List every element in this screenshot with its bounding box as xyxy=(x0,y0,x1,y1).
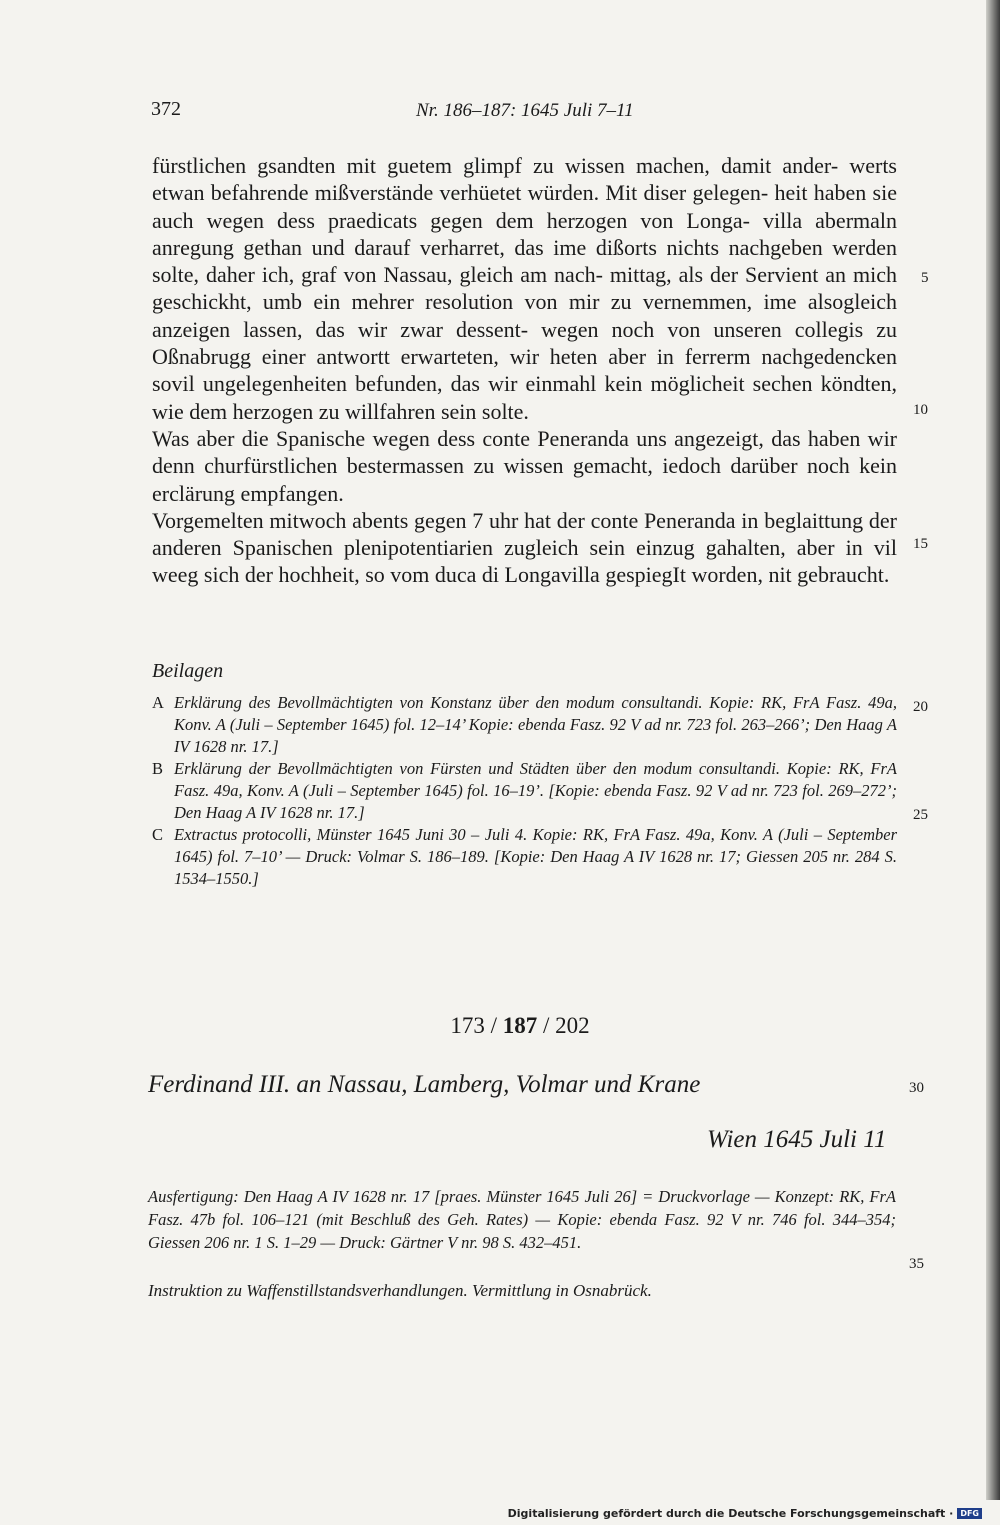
body-line: mir zu vernemmen, ime alsogleich anzeigen lassen, das wir zwar dessent- xyxy=(152,289,898,342)
running-title: Nr. 186–187: 1645 Juli 7–11 xyxy=(416,100,634,121)
footer-credit xyxy=(508,1507,982,1520)
beilage-letter: B xyxy=(152,759,164,778)
beilage-item xyxy=(152,758,897,824)
beilage-text: Extractus protocolli, Münster 1645 Juni 30 – Juli 4. Kopie: RK, FrA Fasz. 49a, Konv. A (Juli – September 1645) fol. 7–10’ — Druck: Volmar S. 186–189. [Kopie: Den Haag A IV 1628 nr. 17; Giessen 205 nr. 284 S. 1534–1550.] xyxy=(174,825,897,888)
line-number: 10 xyxy=(913,402,928,418)
beilage-text: Erklärung der Bevollmächtigten von Fürsten und Städten über den modum consultandi. Kopie: RK, FrA Fasz. 49a, Konv. A (Juli – September 1645) fol. 16–19’. [Kopie: ebenda Fasz. 92 V ad nr. 723 fol. 269–272’; Den Haag A IV 1628 nr. 17.] xyxy=(174,759,897,822)
beilage-letter: C xyxy=(152,825,164,844)
document-title: Ferdinand III. an Nassau, Lamberg, Volmar und Krane xyxy=(148,1071,701,1098)
document-number xyxy=(0,1013,1000,1039)
beilagen-list xyxy=(152,692,897,890)
body-line: mittag, als der Servient an mich geschickht, umb ein mehrer resolution von xyxy=(152,262,898,315)
beilage-item xyxy=(152,824,897,890)
line-number: 20 xyxy=(913,699,928,715)
body-line: heit haben sie auch wegen dess praedicats gegen dem herzogen von Longa- xyxy=(152,180,897,233)
dfg-logo: DFG xyxy=(957,1508,982,1519)
beilage-item xyxy=(152,692,897,758)
body-line: Was aber die Spanische wegen dess conte Peneranda uns angezeigt, das xyxy=(152,425,801,451)
document-number-current: 187 xyxy=(502,1013,538,1038)
body-text xyxy=(152,152,897,589)
body-paragraph xyxy=(152,425,897,507)
footer-text: Digitalisierung gefördert durch die Deutsche Forschungsgemeinschaft · xyxy=(507,1507,954,1520)
separator: / xyxy=(490,1013,497,1038)
body-line: das wir einmahl kein möglicheit sechen köndten, wie dem herzogen zu xyxy=(152,371,898,424)
body-line: gespiegIt worden, nit gebraucht. xyxy=(605,562,890,588)
beilage-text: Erklärung des Bevollmächtigten von Konstanz über den modum consultandi. Kopie: RK, FrA Fasz. 49a, Konv. A (Juli – September 1645) fol. 12–14’ Kopie: ebenda Fasz. 92 V ad nr. 723 fol. 263–266’; Den Haag A IV 1628 nr. 17.] xyxy=(174,693,897,756)
body-paragraph xyxy=(152,507,897,589)
line-number: 15 xyxy=(913,536,928,552)
separator: / xyxy=(543,1013,550,1038)
body-line: beglaittung der anderen Spanischen plenipotentiarien zugleich sein einzug xyxy=(152,507,897,561)
beilagen-heading: Beilagen xyxy=(152,660,224,682)
body-line: werts etwan befahrende mißverstände verhüetet würden. Mit diser gelegen- xyxy=(152,153,897,206)
line-number: 25 xyxy=(913,807,928,823)
document-number-prev: 173 xyxy=(450,1013,485,1038)
beilage-letter: A xyxy=(152,693,164,712)
line-number: 5 xyxy=(921,270,929,286)
body-line: gahalten, aber in vil weeg sich der hochheit, so vom duca di Longavilla xyxy=(152,535,898,588)
line-number: 35 xyxy=(909,1256,924,1272)
page-edge-shadow xyxy=(986,0,1000,1500)
source-note: Ausfertigung: Den Haag A IV 1628 nr. 17 [praes. Münster 1645 Juli 26] = Druckvorlage — Konzept: RK, FrA Fasz. 47b fol. 106–121 (mit Beschluß des Geh. Rates) — Kopie: ebenda Fasz. 92 V nr. 746 fol. 344–354; Giessen 206 nr. 1 S. 1–29 — Druck: Gärtner V nr. 98 S. 432–451. xyxy=(148,1187,896,1252)
body-line: haben wir denn churfürstlichen bestermassen zu wissen gemacht, iedoch xyxy=(152,425,898,479)
body-line: darüber noch kein erclärung empfangen. xyxy=(152,453,898,506)
body-line: nichts nachgeben werden solte, daher ich, graf von Nassau, gleich am nach- xyxy=(152,234,898,288)
body-line: wegen noch von unseren collegis zu Oßnabrugg einer antwortt erwarteten, xyxy=(152,316,898,370)
line-number: 30 xyxy=(909,1080,924,1096)
body-line: fürstlichen gsandten mit guetem glimpf zu wissen machen, damit ander- xyxy=(152,153,839,178)
document-number-next: 202 xyxy=(555,1013,590,1038)
body-line: villa abermaln anregung gethan und darauf verharret, das ime dißorts xyxy=(152,207,898,260)
body-line: wir heten aber in ferrerm nachgedencken sovil ungelegenheiten befunden, xyxy=(152,344,898,397)
document-summary: Instruktion zu Waffenstillstandsverhandlungen. Vermittlung in Osnabrück. xyxy=(148,1281,652,1300)
body-line: willfahren sein solte. xyxy=(345,398,529,424)
place-date: Wien 1645 Juli 11 xyxy=(707,1126,887,1153)
body-paragraph xyxy=(152,152,897,425)
page-number: 372 xyxy=(151,98,181,120)
body-line: Vorgemelten mitwoch abents gegen 7 uhr hat der conte Peneranda in xyxy=(152,507,759,533)
